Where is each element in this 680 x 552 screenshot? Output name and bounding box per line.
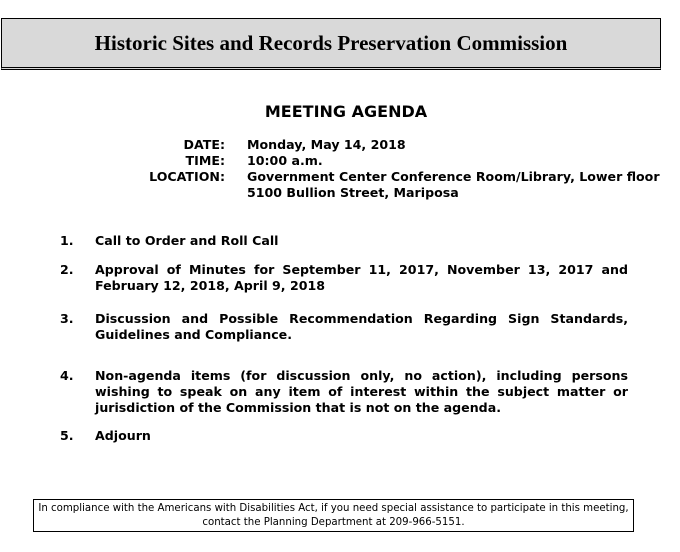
date-value: Monday, May 14, 2018	[247, 137, 406, 152]
date-row	[0, 137, 680, 153]
location-line1: Government Center Conference Room/Library, Lower floor	[247, 169, 660, 184]
item-text: Approval of Minutes for September 11, 2017, November 13, 2017 and February 12, 2018, April 9, 2018	[95, 262, 628, 293]
item-text: Call to Order and Roll Call	[95, 233, 279, 248]
ada-notice	[33, 499, 634, 532]
time-row	[0, 153, 680, 169]
location-row-2	[0, 185, 680, 201]
agenda-title: MEETING AGENDA	[264, 102, 428, 121]
time-label: TIME:	[185, 153, 225, 168]
time-value: 10:00 a.m.	[247, 153, 323, 168]
item-number: 2.	[60, 262, 74, 277]
location-row	[0, 169, 680, 185]
item-number: 1.	[60, 233, 74, 248]
location-line2: 5100 Bullion Street, Mariposa	[247, 185, 459, 200]
item-number: 4.	[60, 368, 74, 383]
location-label: LOCATION:	[149, 169, 225, 184]
item-number: 3.	[60, 311, 74, 326]
location-label-spacer	[0, 185, 247, 201]
item-number: 5.	[60, 428, 74, 443]
item-text: Discussion and Possible Recommendation Regarding Sign Standards, Guidelines and Compliance.	[95, 311, 628, 342]
ada-notice-line2: contact the Planning Department at 209-966-5151.	[202, 517, 465, 528]
item-text: Non-agenda items (for discussion only, no action), including persons wishing to speak on any item of interest within the subject matter or jurisdiction of the Commission that is not on the agenda.	[95, 368, 628, 415]
page-title: Historic Sites and Records Preservation Commission	[94, 30, 568, 55]
ada-notice-line1: In compliance with the Americans with Disabilities Act, if you need special assistance to participate in this meeting,	[38, 503, 629, 514]
item-text: Adjourn	[95, 428, 151, 443]
header-banner	[1, 18, 661, 70]
meeting-details	[0, 137, 680, 201]
date-label: DATE:	[183, 137, 225, 152]
